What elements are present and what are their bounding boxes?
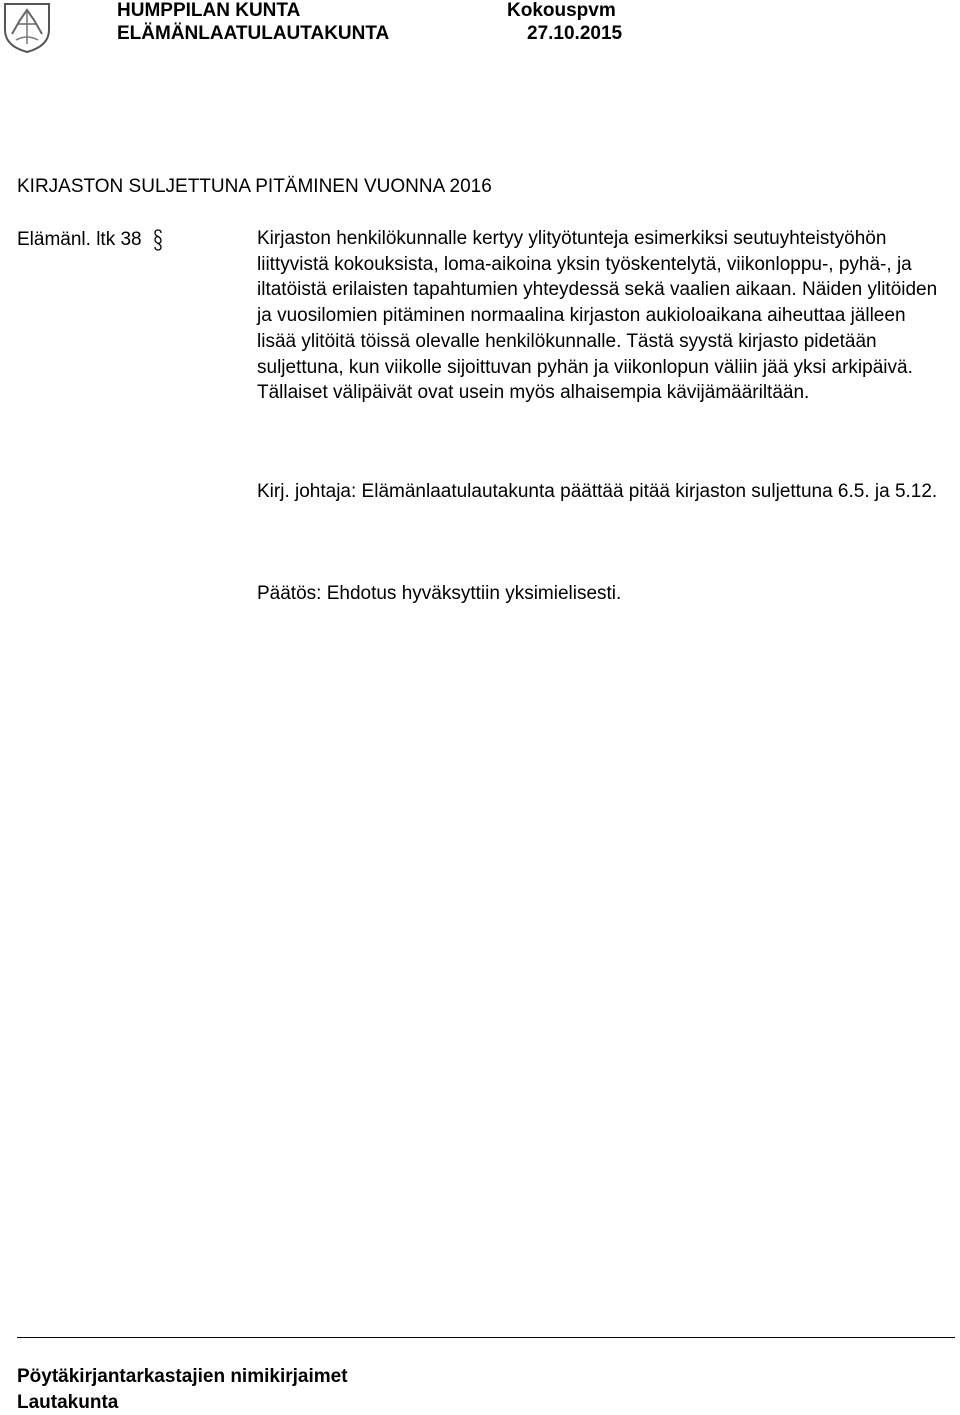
municipal-coat-of-arms-icon — [2, 0, 52, 54]
committee-name: ELÄMÄNLAATULAUTAKUNTA — [117, 23, 390, 44]
meeting-date: 27.10.2015 — [527, 23, 623, 44]
board-label: Lautakunta — [17, 1392, 119, 1413]
meeting-date-label: Kokouspvm — [507, 0, 616, 21]
organization-name: HUMPPILAN KUNTA — [117, 0, 301, 21]
reviewer-initials-label: Pöytäkirjantarkastajien nimikirjaimet — [17, 1366, 348, 1387]
section-reference — [17, 229, 163, 251]
footer-divider — [17, 1337, 955, 1338]
section-sign-icon — [153, 229, 163, 251]
director-proposal: Kirj. johtaja: Elämänlaatulautakunta päättää pitää kirjaston suljettuna 6.5. ja 5.12. — [257, 481, 938, 502]
decision: Päätös: Ehdotus hyväksyttiin yksimielisesti. — [257, 583, 622, 604]
item-title: KIRJASTON SULJETTUNA PITÄMINEN VUONNA 2016 — [17, 176, 492, 197]
item-description: Kirjaston henkilökunnalle kertyy ylityötunteja esimerkiksi seutuyhteistyöhön liittyvistä kokouksista, loma-aikoina yksin työskentelytä, viikonloppu-, pyhä-, ja iltatöistä erilaisten tapahtumien yhteydessä sekä vaalien aikaan. Näiden ylitöiden ja vuosilomien pitäminen normaalina kirjaston aukioloaikana aiheuttaa jälleen lisää ylitöitä töissä olevalle henkilökunnalle. Tästä syystä kirjasto pidetään suljettuna, kun viikolle sijoittuvan pyhän ja viikonlopun väliin jää yksi arkipäivä. Tällaiset välipäivät ovat usein myös alhaisempia kävijämääriltään. — [257, 228, 938, 404]
section-reference-label: Elämänl. ltk 38 — [17, 229, 142, 250]
